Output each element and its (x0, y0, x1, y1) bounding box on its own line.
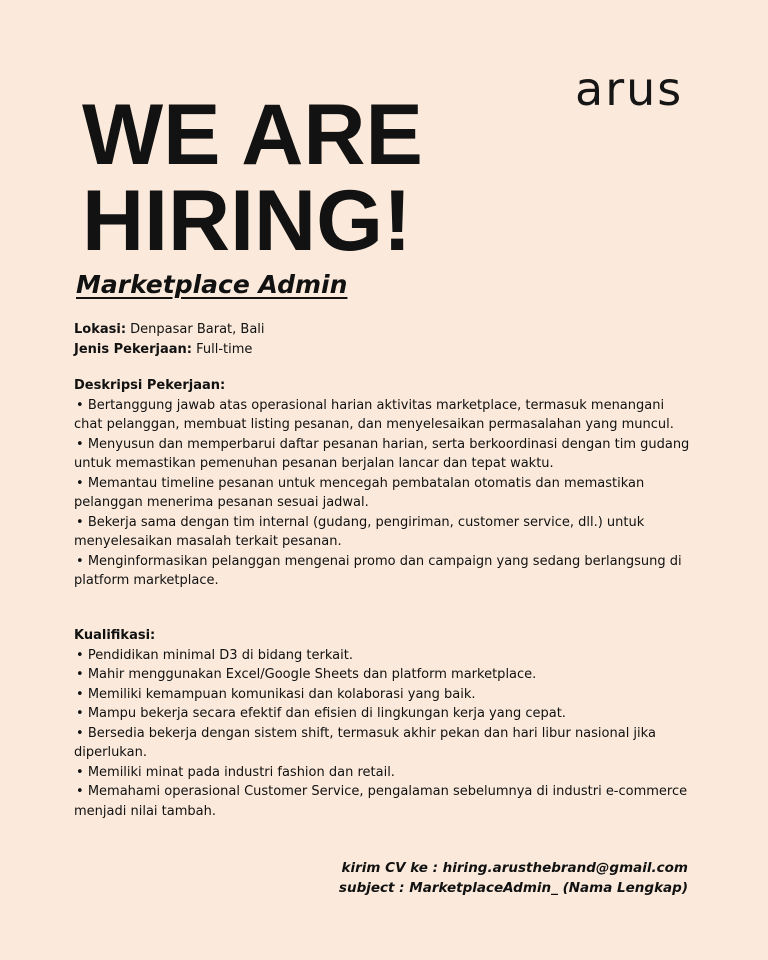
job-type-label: Jenis Pekerjaan: (74, 341, 192, 357)
list-item: • Menginformasikan pelanggan mengenai promo dan campaign yang sedang berlangsung di platform marketplace. (74, 553, 682, 588)
cv-email-line: kirim CV ke : hiring.arusthebrand@gmail.com (341, 860, 688, 876)
location-row (74, 320, 265, 340)
job-title: Marketplace Admin (76, 270, 348, 299)
list-item: • Mahir menggunakan Excel/Google Sheets dan platform marketplace. (76, 667, 537, 682)
location-label: Lokasi: (74, 322, 127, 337)
list-item: • Mampu bekerja secara efektif dan efisien di lingkungan kerja yang cepat. (76, 706, 566, 721)
description-list (74, 396, 694, 591)
job-meta (74, 320, 265, 359)
qualifications-list (74, 646, 694, 822)
list-item: • Bekerja sama dengan tim internal (gudang, pengiriman, customer service, dll.) untuk menyelesaikan masalah terkait pesanan. (74, 514, 645, 549)
qualifications-section (74, 626, 694, 821)
subject-line: subject : MarketplaceAdmin_ (Nama Lengkap) (338, 880, 688, 896)
description-title: Deskripsi Pekerjaan: (74, 378, 226, 393)
brand-logo: arus (575, 62, 684, 116)
job-type-row (74, 340, 265, 360)
list-item: • Bertanggung jawab atas operasional harian aktivitas marketplace, termasuk menangani chat pelanggan, membuat listing pesanan, dan menyelesaikan permasalahan yang muncul. (74, 397, 674, 432)
list-item: • Memantau timeline pesanan untuk mencegah pembatalan otomatis dan memastikan pelanggan menerima pesanan sesuai jadwal. (74, 475, 645, 510)
description-section (74, 376, 694, 591)
headline (82, 87, 423, 269)
list-item: • Memiliki minat pada industri fashion dan retail. (76, 764, 395, 780)
qualifications-title: Kualifikasi: (74, 628, 156, 643)
application-footer (339, 858, 688, 898)
list-item: • Menyusun dan memperbarui daftar pesanan harian, serta berkoordinasi dengan tim gudang untuk memastikan pemenuhan pesanan berjalan lancar dan tepat waktu. (74, 436, 690, 471)
list-item: • Memiliki kemampuan komunikasi dan kolaborasi yang baik. (76, 686, 476, 702)
list-item: • Bersedia bekerja dengan sistem shift, termasuk akhir pekan dan hari libur nasional jika diperlukan. (74, 725, 656, 760)
list-item: • Pendidikan minimal D3 di bidang terkait. (76, 647, 353, 663)
list-item: • Memahami operasional Customer Service, pengalaman sebelumnya di industri e-commerce menjadi nilai tambah. (74, 784, 688, 819)
location-value: Denpasar Barat, Bali (130, 322, 265, 337)
job-type-value: Full-time (196, 341, 253, 357)
headline-line-2: HIRING! (82, 173, 412, 269)
headline-line-1: WE ARE (82, 87, 423, 183)
